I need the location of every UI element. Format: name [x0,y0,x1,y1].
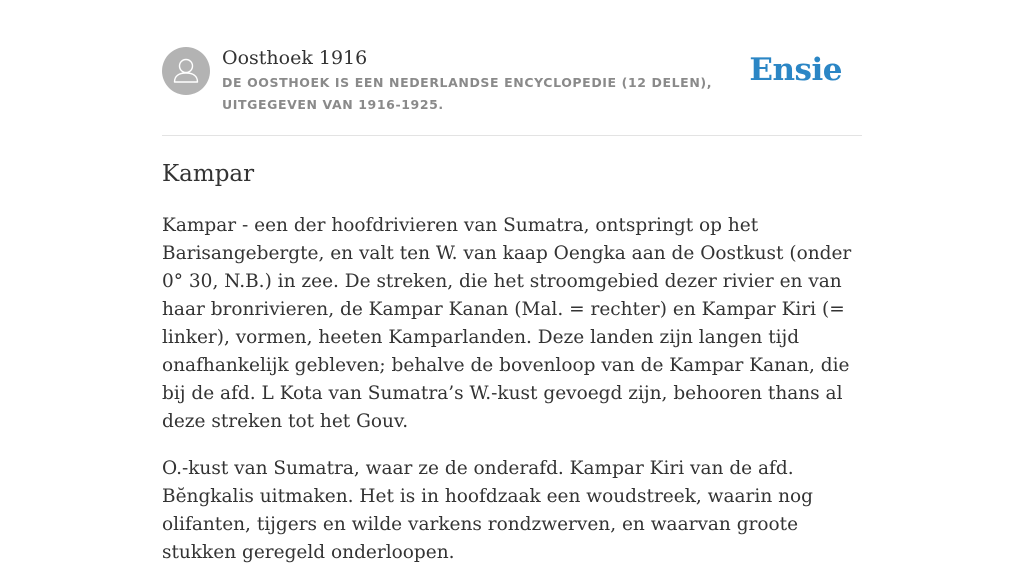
source-description: DE OOSTHOEK IS EEN NEDERLANDSE ENCYCLOPEDIE (12 DELEN), UITGEGEVEN VAN 1916-1925. [222,75,713,112]
user-avatar-icon[interactable] [162,47,210,95]
source-header [162,44,862,136]
article-paragraph: O.-kust van Sumatra, waar ze de onderafd. Kampar Kiri van de afd. Bĕngkalis uitmaken. Het is in hoofdzaak een woudstreek, waarin nog olifanten, tijgers en wilde varkens rondzwerven, en waarvan groote stukken geregeld onderloopen. [162,458,814,563]
user-silhouette-icon [162,47,210,95]
article-title: Kampar [162,161,255,187]
article-body [162,212,862,586]
article-paragraph: Kampar - een der hoofdrivieren van Sumatra, ontspringt op het Barisangebergte, en valt ten W. van kaap Oengka aan de Oostkust (onder 0° 30, N.B.) in zee. De streken, die het stroomgebied dezer rivier en van haar bronrivieren, de Kampar Kanan (Mal. = rechter) en Kampar Kiri (= linker), vormen, heeten Kamparlanden. Deze landen zijn langen tijd onafhankelijk gebleven; behalve de bovenloop van de Kampar Kanan, die bij de afd. L Kota van Sumatra’s W.-kust gevoegd zijn, behooren thans al deze streken tot het Gouv. [162,215,852,432]
ensie-logo-link[interactable]: Ensie [749,52,842,88]
source-title[interactable]: Oosthoek 1916 [222,47,368,69]
header-divider [162,135,862,136]
